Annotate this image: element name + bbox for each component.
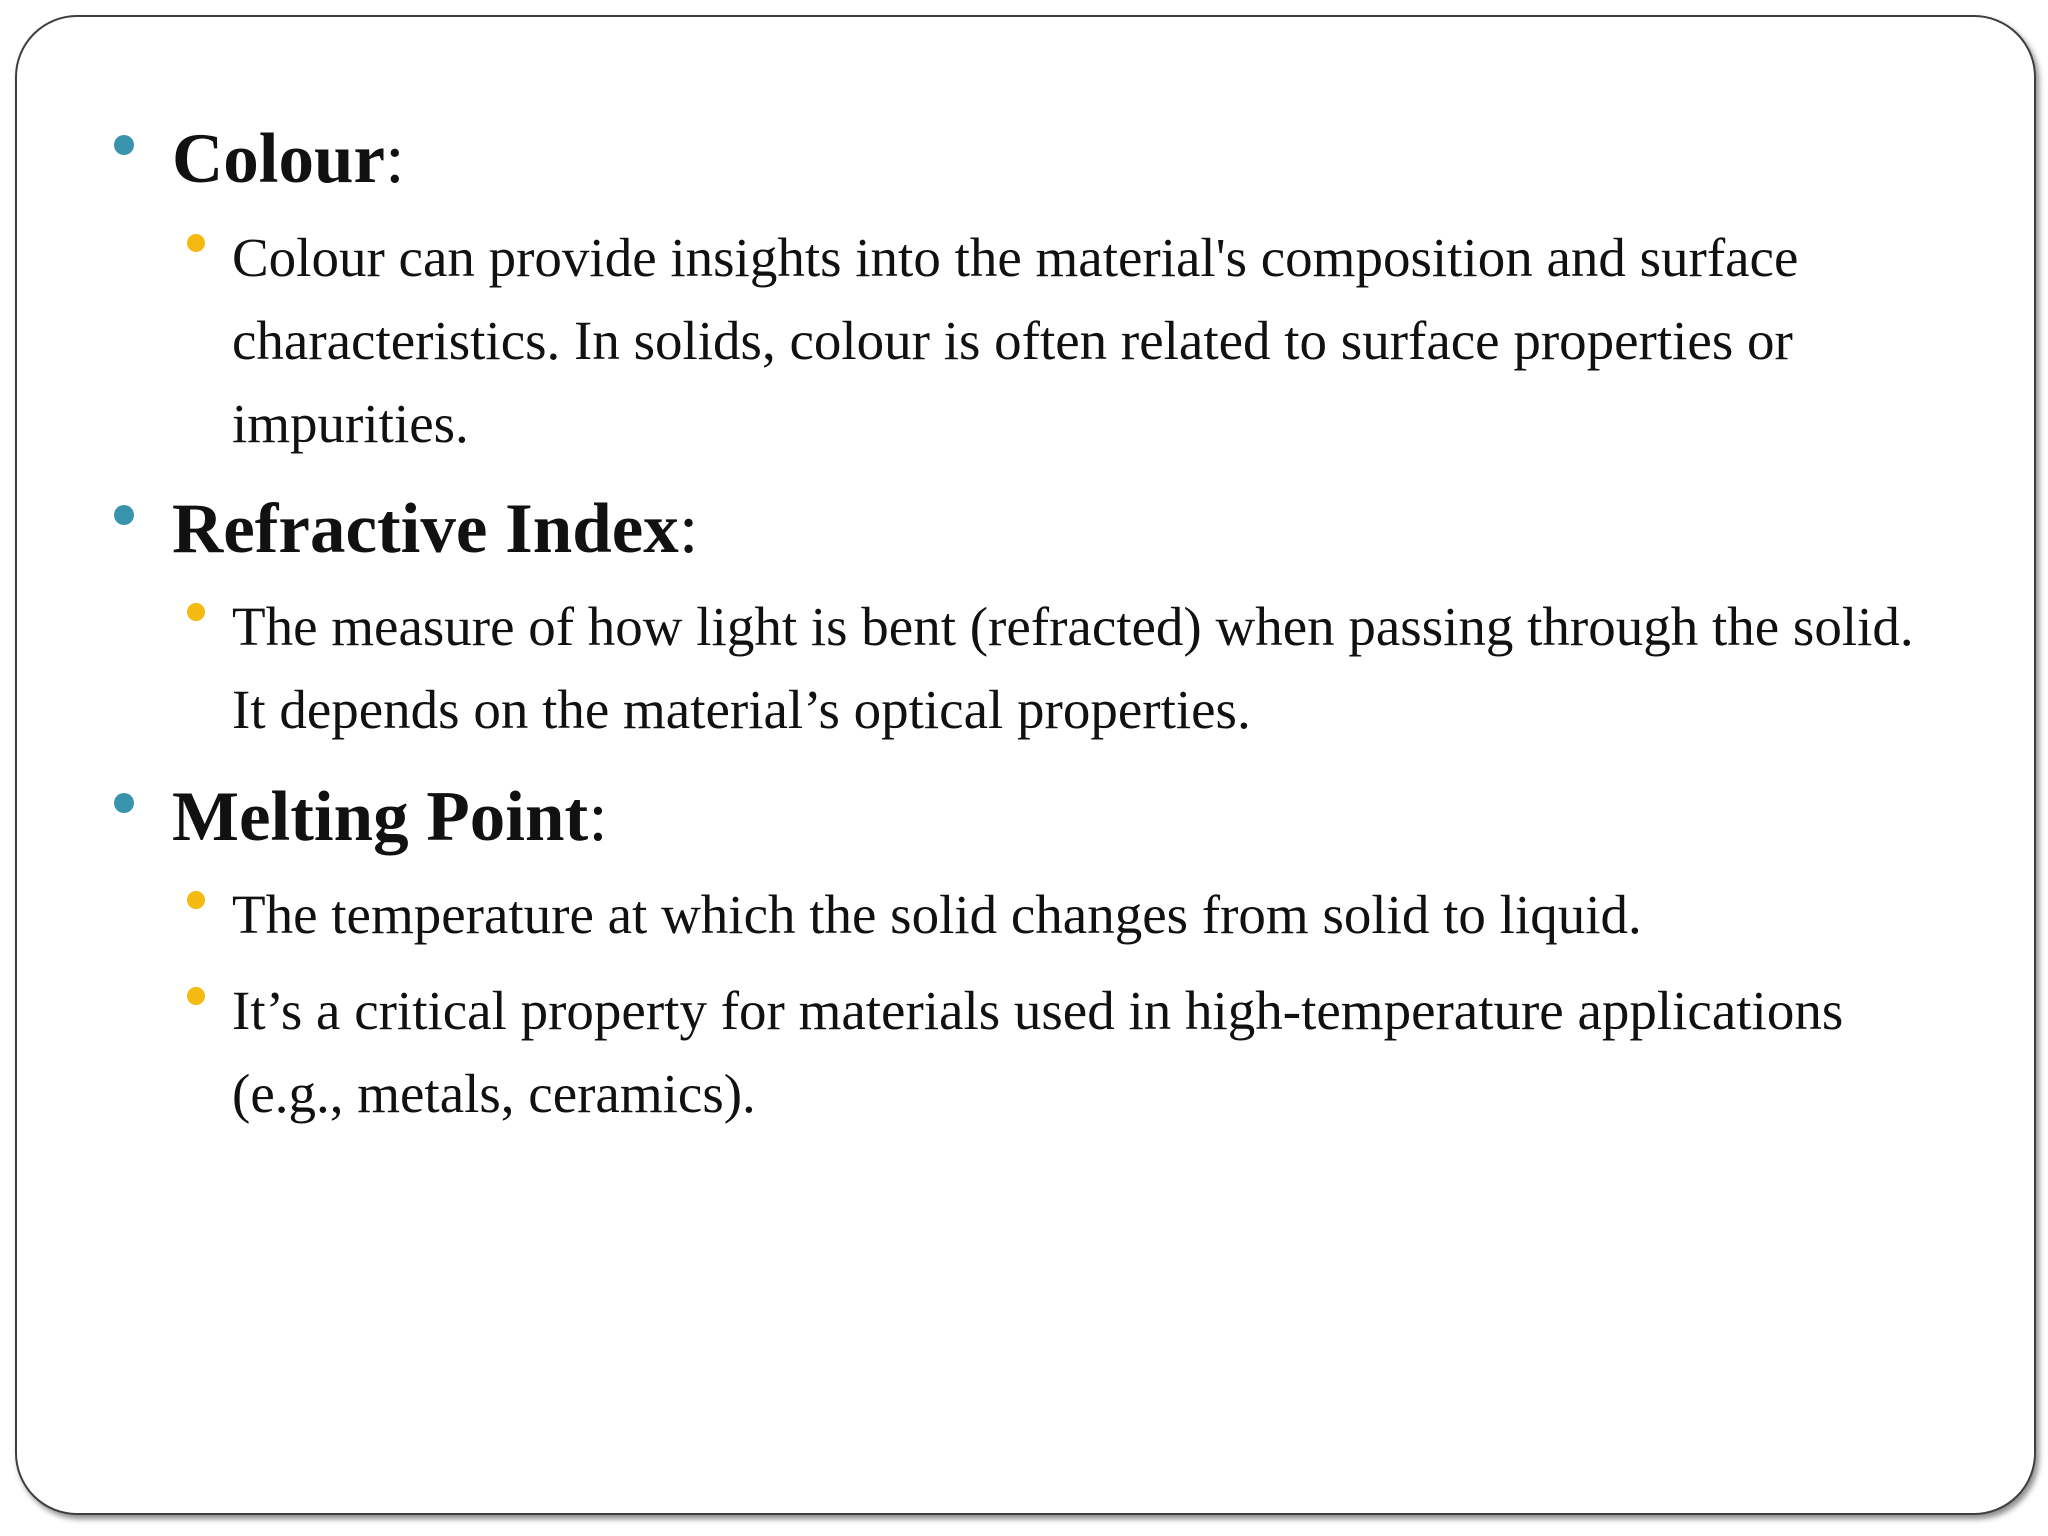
sub-bullet-dot-icon <box>187 234 205 252</box>
heading-term: Refractive Index <box>172 490 679 568</box>
heading-colour <box>172 118 405 200</box>
point-melting-1: The temperature at which the solid changes from solid to liquid. <box>232 884 1642 945</box>
heading-refractive-index <box>172 488 698 570</box>
sub-bullet-dot-icon <box>187 603 205 621</box>
heading-colon: : <box>385 120 405 198</box>
point-colour-1: Colour can provide insights into the material's composition and surface characteristics. In solids, colour is often related to surface properties or impurities. <box>232 227 1799 454</box>
bullet-dot-icon <box>114 135 134 155</box>
bullet-dot-icon <box>114 793 134 813</box>
heading-colon: : <box>588 778 608 856</box>
point-refractive-1: The measure of how light is bent (refracted) when passing through the solid. It depends on the material’s optical properties. <box>232 596 1914 740</box>
sub-bullet-dot-icon <box>187 987 205 1005</box>
point-melting-2: It’s a critical property for materials used in high-temperature applications (e.g., metals, ceramics). <box>232 980 1844 1124</box>
heading-colon: : <box>678 490 699 568</box>
heading-term: Colour <box>172 120 385 198</box>
sub-bullet-dot-icon <box>187 891 205 909</box>
bullet-dot-icon <box>114 505 134 525</box>
heading-melting-point <box>172 776 608 858</box>
heading-term: Melting Point <box>172 778 589 856</box>
